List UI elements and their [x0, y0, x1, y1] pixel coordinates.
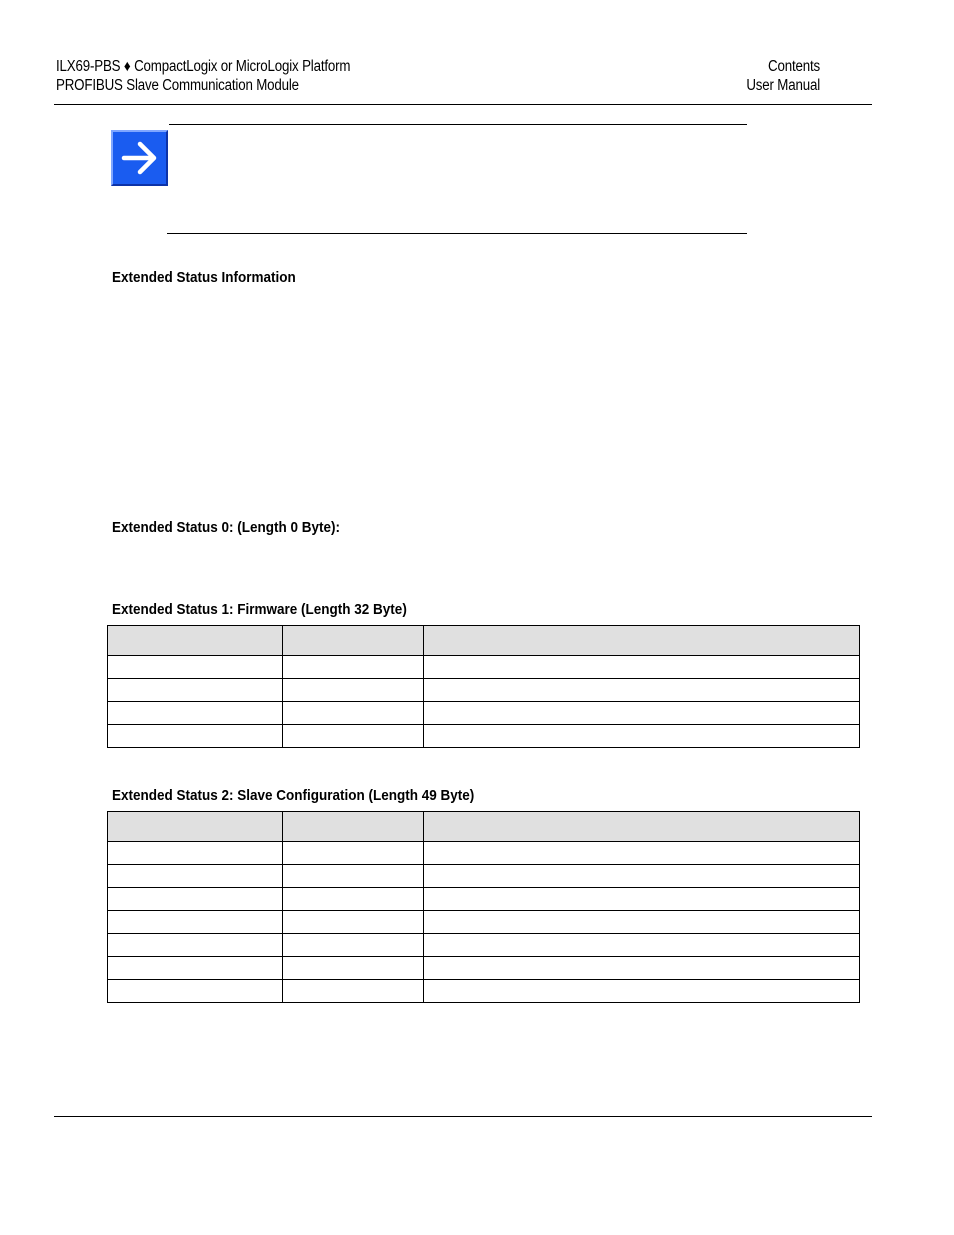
header-divider: [54, 104, 872, 105]
header-product-title: ILX69-PBS ♦ CompactLogix or MicroLogix Platform: [56, 58, 351, 75]
table-cell: [283, 725, 424, 748]
table-row: [108, 911, 860, 934]
table-row: [108, 980, 860, 1003]
table-cell: [283, 888, 424, 911]
header-module-title: PROFIBUS Slave Communication Module: [56, 77, 299, 94]
table-header-cell: [283, 626, 424, 656]
table-header-cell: [424, 812, 860, 842]
table-cell: [108, 679, 283, 702]
table-cell: [424, 980, 860, 1003]
table-cell: [283, 980, 424, 1003]
slave-configuration-table: [107, 811, 860, 1003]
table-cell: [283, 934, 424, 957]
table-cell: [108, 725, 283, 748]
table-cell: [283, 865, 424, 888]
table-row: [108, 888, 860, 911]
table-row: [108, 865, 860, 888]
table-header-cell: [424, 626, 860, 656]
table-cell: [108, 842, 283, 865]
table-row: [108, 702, 860, 725]
table-cell: [108, 934, 283, 957]
table-header-cell: [108, 812, 283, 842]
table-cell: [108, 702, 283, 725]
footer-divider: [54, 1116, 872, 1117]
table-header-cell: [108, 626, 283, 656]
table-cell: [108, 656, 283, 679]
firmware-status-table: [107, 625, 860, 748]
table-row: [108, 725, 860, 748]
heading-extended-status-1: Extended Status 1: Firmware (Length 32 Byte): [112, 601, 407, 618]
table-header-cell: [283, 812, 424, 842]
note-bottom-divider: [167, 233, 747, 234]
table-cell: [283, 702, 424, 725]
table-cell: [424, 725, 860, 748]
table-cell: [424, 911, 860, 934]
table-row: [108, 679, 860, 702]
table-cell: [283, 842, 424, 865]
header-right: [700, 57, 820, 95]
table-cell: [424, 656, 860, 679]
right-arrow-icon: [111, 130, 168, 186]
table-header-row: [108, 812, 860, 842]
header-left: [56, 57, 398, 95]
table-cell: [108, 957, 283, 980]
header-section-name: Contents: [768, 58, 820, 75]
table-cell: [424, 865, 860, 888]
heading-extended-status-0: Extended Status 0: (Length 0 Byte):: [112, 519, 341, 536]
table-cell: [108, 888, 283, 911]
table-row: [108, 842, 860, 865]
table-cell: [283, 679, 424, 702]
table-row: [108, 656, 860, 679]
table-cell: [108, 865, 283, 888]
heading-extended-status-2: Extended Status 2: Slave Configuration (Length 49 Byte): [112, 787, 475, 804]
table-row: [108, 934, 860, 957]
table-cell: [283, 911, 424, 934]
table-cell: [108, 980, 283, 1003]
table-cell: [424, 888, 860, 911]
table-cell: [283, 656, 424, 679]
table-row: [108, 957, 860, 980]
table-cell: [424, 679, 860, 702]
table-cell: [424, 957, 860, 980]
table-cell: [108, 911, 283, 934]
note-top-divider: [169, 124, 747, 125]
table-cell: [424, 842, 860, 865]
table-cell: [283, 957, 424, 980]
table-header-row: [108, 626, 860, 656]
heading-extended-status-information: Extended Status Information: [112, 269, 296, 286]
table-cell: [424, 702, 860, 725]
table-cell: [424, 934, 860, 957]
header-doc-type: User Manual: [746, 77, 820, 94]
